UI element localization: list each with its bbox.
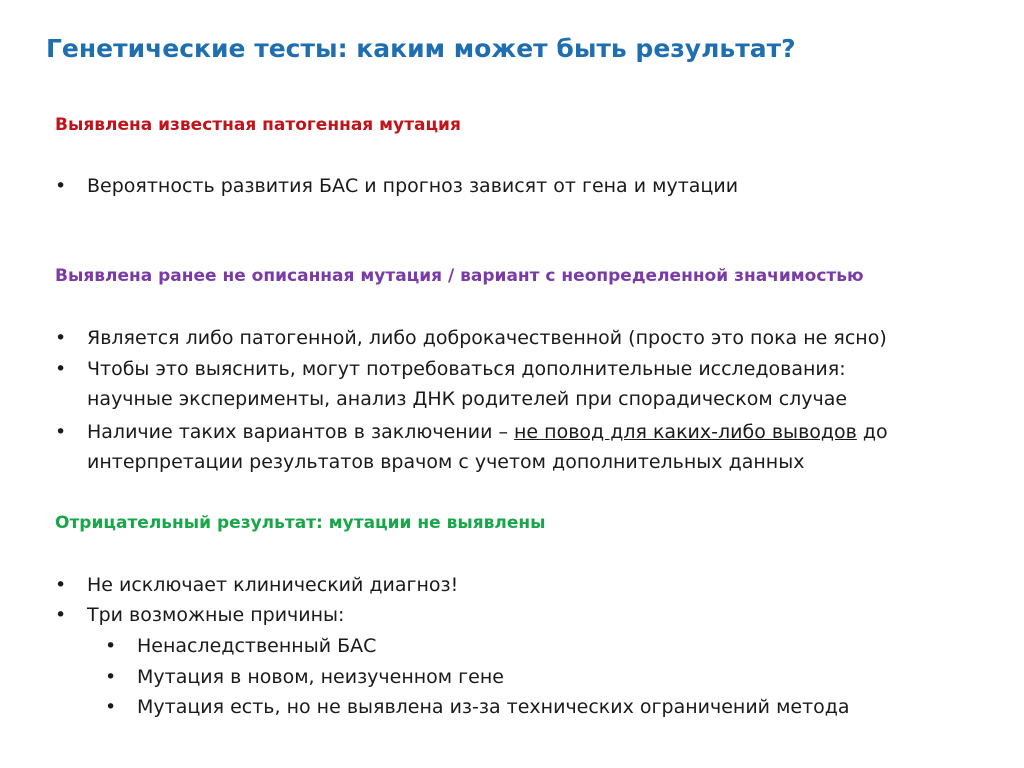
- bullet-marker: •: [105, 666, 117, 688]
- bullet-marker: •: [105, 635, 117, 657]
- bullet-text-line-2: интерпретации результатов врачом с учетом дополнительных данных: [87, 451, 805, 473]
- bullet-text-line-2: научные эксперименты, анализ ДНК родителей при спорадическом случае: [87, 388, 848, 410]
- bullet-text-post: до: [856, 421, 888, 443]
- bullet-marker: •: [55, 175, 67, 197]
- bullet-text-line-1: [87, 417, 888, 447]
- section-heading-known-mutation: Выявлена известная патогенная мутация: [55, 115, 461, 135]
- bullet-text-underlined: не повод для каких-либо выводов: [514, 421, 857, 443]
- bullet-text: Три возможные причины:: [87, 604, 345, 626]
- sub-bullet-item: [105, 692, 850, 722]
- bullet-text-pre: Наличие таких вариантов в заключении –: [87, 421, 514, 443]
- bullet-text: Мутация есть, но не выявлена из-за технических ограничений метода: [137, 696, 850, 718]
- bullet-text: Является либо патогенной, либо доброкачественной (просто это пока не ясно): [87, 327, 887, 349]
- bullet-marker: •: [55, 327, 67, 349]
- bullet-marker: •: [55, 421, 67, 443]
- bullet-text-line-1: Чтобы это выяснить, могут потребоваться дополнительные исследования:: [87, 358, 846, 380]
- bullet-item: [55, 417, 888, 477]
- bullet-item: [55, 171, 738, 201]
- bullet-marker: •: [55, 358, 67, 380]
- bullet-item: [55, 570, 458, 600]
- sub-bullet-item: [105, 662, 504, 692]
- bullet-item: [55, 600, 344, 630]
- bullet-marker: •: [105, 696, 117, 718]
- bullet-item: [55, 354, 847, 414]
- bullet-marker: •: [55, 604, 67, 626]
- slide-title: Генетические тесты: каким может быть результат?: [46, 34, 796, 63]
- bullet-item: [55, 323, 887, 353]
- sub-bullet-item: [105, 631, 376, 661]
- bullet-text: Не исключает клинический диагноз!: [87, 574, 459, 596]
- section-heading-negative-result: Отрицательный результат: мутации не выявлены: [55, 513, 546, 533]
- bullet-text: Ненаследственный БАС: [137, 635, 377, 657]
- section-heading-unknown-variant: Выявлена ранее не описанная мутация / вариант с неопределенной значимостью: [55, 266, 864, 286]
- bullet-text: Мутация в новом, неизученном гене: [137, 666, 504, 688]
- bullet-text: Вероятность развития БАС и прогноз зависят от гена и мутации: [87, 175, 739, 197]
- bullet-marker: •: [55, 574, 67, 596]
